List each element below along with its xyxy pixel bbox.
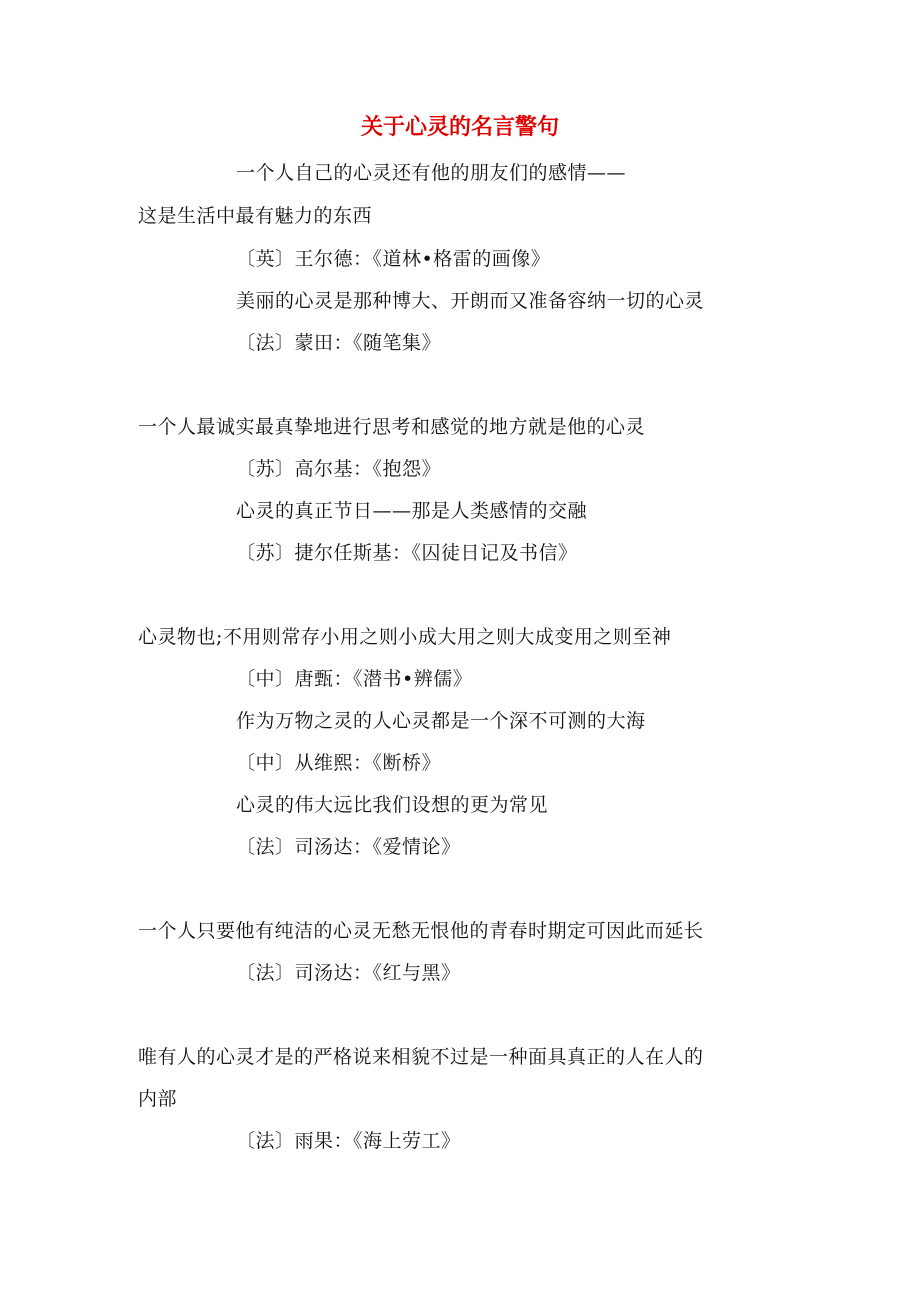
quote-attribution: 〔法〕司汤达：《爱情论》 [236, 836, 461, 858]
quote-text: 心灵的真正节日——那是人类感情的交融 [236, 500, 588, 522]
quote-text: 这是生活中最有魅力的东西 [138, 205, 373, 227]
quote-text: 心灵的伟大远比我们设想的更为常见 [236, 794, 549, 816]
quote-text: 作为万物之灵的人心灵都是一个深不可测的大海 [236, 710, 646, 732]
quote-attribution: 〔法〕司汤达：《红与黑》 [236, 962, 461, 984]
quote-attribution: 〔法〕蒙田：《随笔集》 [236, 332, 442, 354]
quote-attribution: 〔法〕雨果：《海上劳工》 [236, 1130, 461, 1152]
quote-attribution: 〔苏〕高尔基：《抱怨》 [236, 458, 442, 480]
quote-attribution: 〔苏〕捷尔任斯基：《囚徒日记及书信》 [236, 542, 578, 564]
quote-attribution: 〔中〕唐甄：《潜书•辨儒》 [236, 668, 473, 690]
quote-attribution: 〔英〕王尔德：《道林•格雷的画像》 [236, 248, 551, 270]
quote-text: 唯有人的心灵才是的严格说来相貌不过是一种面具真正的人在人的 [138, 1046, 704, 1068]
quote-text: 一个人自己的心灵还有他的朋友们的感情—— [236, 162, 627, 184]
quote-text: 美丽的心灵是那种博大、开朗而又准备容纳一切的心灵 [236, 290, 705, 312]
quote-text: 一个人只要他有纯洁的心灵无愁无恨他的青春时期定可因此而延长 [138, 920, 704, 942]
quote-attribution: 〔中〕从维熙：《断桥》 [236, 752, 442, 774]
quote-text: 内部 [138, 1088, 178, 1110]
quote-text: 心灵物也;不用则常存小用之则小成大用之则大成变用之则至神 [138, 626, 672, 648]
document-title: 关于心灵的名言警句 [360, 114, 559, 140]
quote-text: 一个人最诚实最真挚地进行思考和感觉的地方就是他的心灵 [138, 416, 646, 438]
